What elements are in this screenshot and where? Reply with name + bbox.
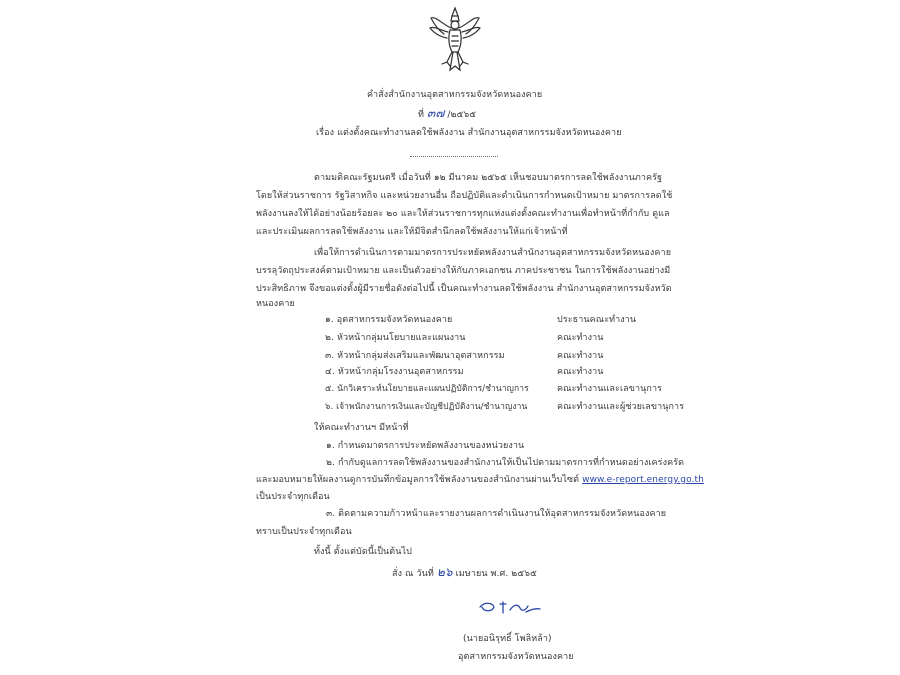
paragraph-1-line: ตามมติคณะรัฐมนตรี เมื่อวันที่ ๑๒ มีนาคม ๒๕๖๕ เห็นชอบมาตรการลดใช้พลังงานภาครัฐ bbox=[314, 173, 663, 183]
signature-scribble bbox=[476, 598, 546, 618]
member-role: คณะทำงานและเลขานุการ bbox=[557, 384, 663, 394]
order-number-value: ๓๗ bbox=[427, 106, 445, 120]
member-role: คณะทำงานและผู้ช่วยเลขานุการ bbox=[557, 402, 685, 412]
member-name: ๕. นักวิเคราะห์นโยบายและแผนปฏิบัติการ/ชำนาญการ bbox=[325, 384, 529, 394]
duty-2-line: เป็นประจำทุกเดือน bbox=[256, 492, 330, 502]
member-name: ๒. หัวหน้ากลุ่มนโยบายและแผนงาน bbox=[325, 333, 466, 343]
energy-report-link[interactable]: www.e-report.energy.go.th bbox=[582, 475, 704, 485]
member-role: ประธานคณะทำงาน bbox=[557, 315, 637, 325]
order-date bbox=[392, 566, 537, 580]
paragraph-1-line: และประเมินผลการลดใช้พลังงาน และให้มีจิตสำนึกลดใช้พลังงานให้แก่เจ้าหน้าที่ bbox=[256, 227, 568, 237]
date-prefix: สั่ง ณ วันที่ bbox=[392, 569, 434, 579]
order-title: คำสั่งสำนักงานอุตสาหกรรมจังหวัดหนองคาย bbox=[367, 90, 543, 100]
date-day: ๒๖ bbox=[436, 565, 453, 579]
duty-2-text: และมอบหมายให้ผลงานดูการบันทึกข้อมูลการใช้พลังงานของสำนักงานผ่านเว็บไซต์ bbox=[256, 475, 580, 485]
paragraph-2-line: เพื่อให้การดำเนินการตามมาตรการประหยัดพลังงานสำนักงานอุตสาหกรรมจังหวัดหนองคาย bbox=[314, 248, 672, 258]
member-name: ๓. หัวหน้ากลุ่มส่งเสริมและพัฒนาอุตสาหกรรม bbox=[325, 351, 505, 361]
member-role: คณะทำงาน bbox=[557, 367, 604, 377]
date-rest: เมษายน พ.ศ. ๒๕๖๕ bbox=[455, 569, 537, 579]
member-name: ๑. อุตสาหกรรมจังหวัดหนองคาย bbox=[325, 315, 453, 325]
member-role: คณะทำงาน bbox=[557, 351, 604, 361]
duty-3-line: ทราบเป็นประจำทุกเดือน bbox=[256, 527, 352, 537]
duty-2-line: ๒. กำกับดูแลการลดใช้พลังงานของสำนักงานให้เป็นไปตามมาตรการที่กำหนดอย่างเคร่งครัด bbox=[326, 458, 685, 468]
paragraph-2-line: บรรลุวัตถุประสงค์ตามเป้าหมาย และเป็นตัวอย่างให้กับภาคเอกชน ภาคประชาชน ในการใช้พลังงานอย่างมี bbox=[256, 266, 671, 276]
duties-heading: ให้คณะทำงานฯ มีหน้าที่ bbox=[314, 423, 409, 433]
member-role: คณะทำงาน bbox=[557, 333, 604, 343]
signatory-title: อุตสาหกรรมจังหวัดหนองคาย bbox=[458, 652, 574, 662]
divider bbox=[410, 156, 498, 157]
signatory-name: (นายอนิรุทธิ์ โพลิหล้า) bbox=[463, 634, 552, 644]
order-number-prefix: ที่ bbox=[418, 110, 425, 120]
paragraph-2-line: ประสิทธิภาพ จึงขอแต่งตั้งผู้มีรายชื่อดังต่อไปนี้ เป็นคณะทำงานลดใช้พลังงาน สำนักงานอุตสาหกรรมจังหวัด bbox=[256, 284, 672, 294]
order-number bbox=[418, 107, 476, 121]
duty-3-line: ๓. ติดตามความก้าวหน้าและรายงานผลการดำเนินงานให้อุตสาหกรรมจังหวัดหนองคาย bbox=[326, 509, 667, 519]
duty-1: ๑. กำหนดมาตรการประหยัดพลังงานของหน่วยงาน bbox=[326, 441, 525, 451]
paragraph-2-line: หนองคาย bbox=[256, 299, 295, 309]
effective-statement: ทั้งนี้ ตั้งแต่บัดนี้เป็นต้นไป bbox=[314, 547, 412, 557]
order-subject: เรื่อง แต่งตั้งคณะทำงานลดใช้พลังงาน สำนักงานอุตสาหกรรมจังหวัดหนองคาย bbox=[316, 128, 622, 138]
order-number-year: /๒๕๖๕ bbox=[447, 110, 477, 120]
member-name: ๔. หัวหน้ากลุ่มโรงงานอุตสาหกรรม bbox=[325, 367, 464, 377]
duty-2-line bbox=[256, 474, 704, 486]
paragraph-1-line: โดยให้ส่วนราชการ รัฐวิสาหกิจ และหน่วยงานอื่น ถือปฏิบัติและดำเนินการกำหนดเป้าหมาย มาตรการลดใช้ bbox=[256, 191, 673, 201]
member-name: ๖. เจ้าพนักงานการเงินและบัญชีปฏิบัติงาน/ชำนาญงาน bbox=[325, 402, 528, 412]
paragraph-1-line: พลังงานลงให้ได้อย่างน้อยร้อยละ ๒๐ และให้ส่วนราชการทุกแห่งแต่งตั้งคณะทำงานเพื่อทำหน้าที่กำกับ ดูแล bbox=[256, 209, 670, 219]
garuda-emblem-icon bbox=[428, 6, 482, 74]
